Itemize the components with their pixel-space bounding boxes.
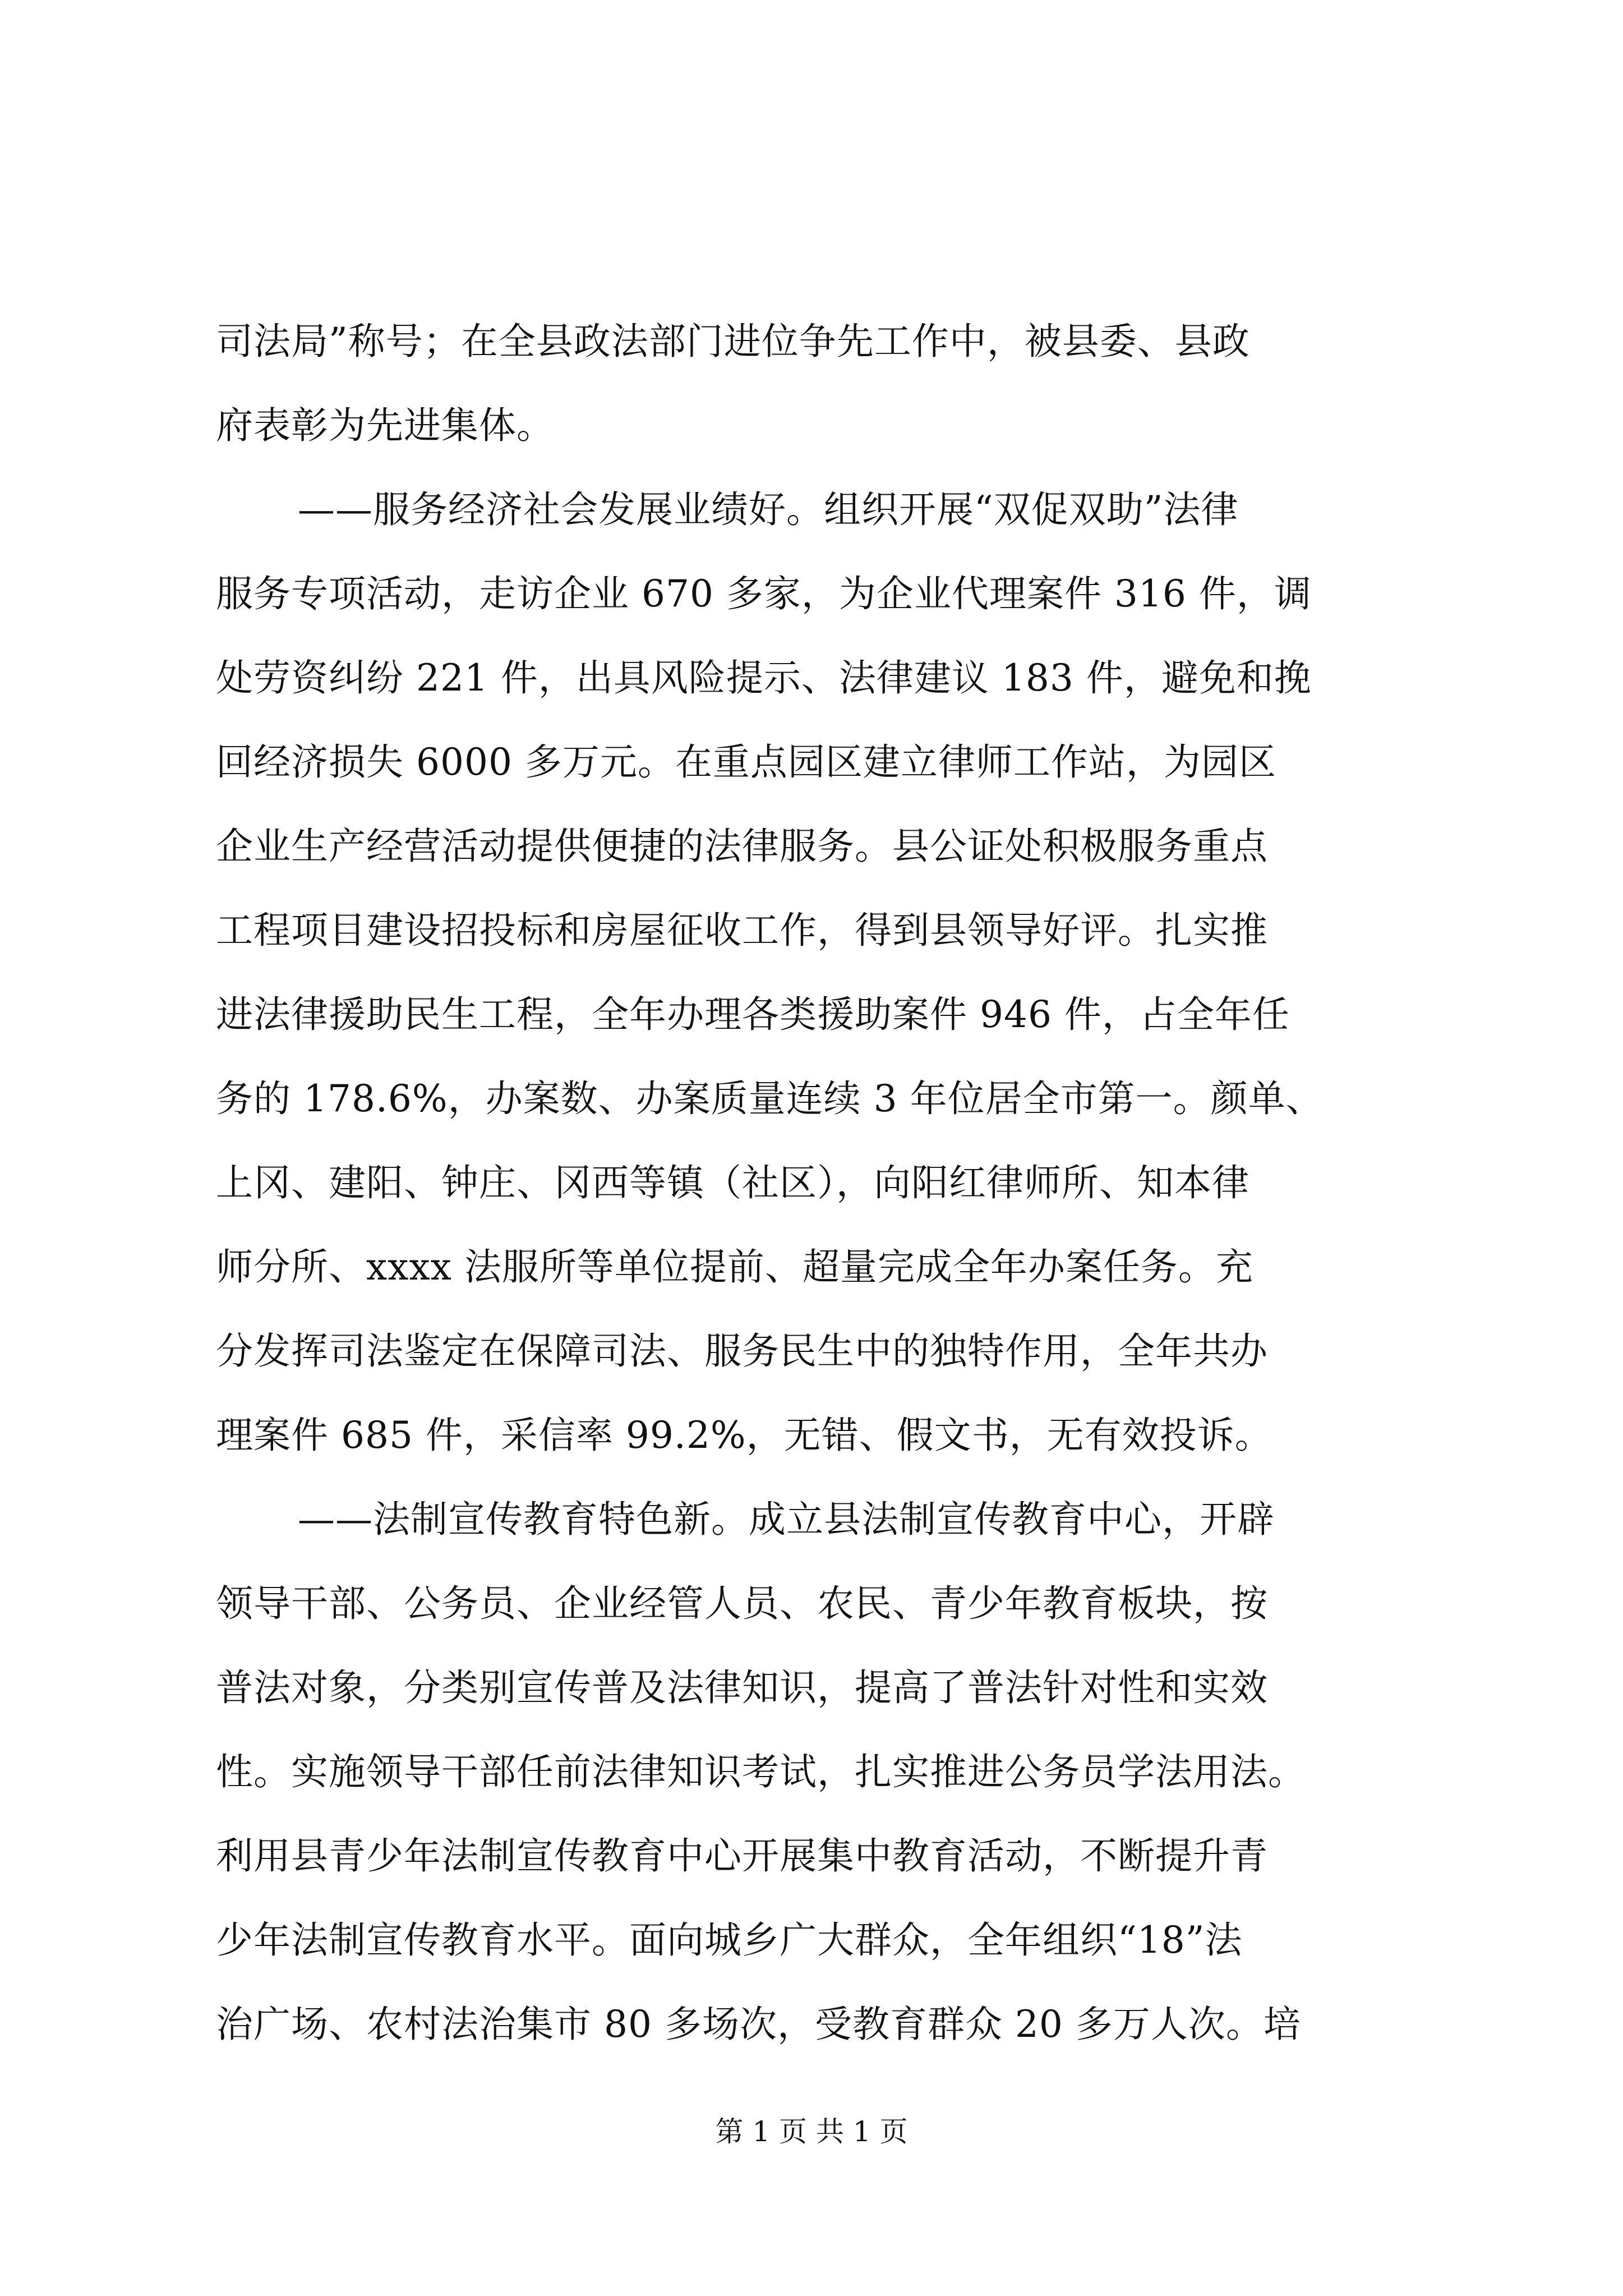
page-footer: 第 1 页 共 1 页 (715, 2115, 908, 2148)
text-line: 司法局”称号；在全县政法部门进位争先工作中，被县委、县政 (216, 320, 1250, 363)
text-line: ——法制宣传教育特色新。成立县法制宣传教育中心，开辟 (298, 1498, 1275, 1541)
text-line: ——服务经济社会发展业绩好。组织开展“双促双助”法律 (298, 488, 1239, 531)
text-line: 少年法制宣传教育水平。面向城乡广大群众，全年组织“18”法 (216, 1918, 1243, 1962)
document-body (216, 300, 1410, 2067)
text-line: 性。实施领导干部任前法律知识考试，扎实推进公务员学法用法。 (216, 1750, 1306, 1793)
text-line: 务的 178.6%，办案数、办案质量连续 3 年位居全市第一。颜单、 (216, 1077, 1324, 1120)
text-line: 普法对象，分类别宣传普及法律知识，提高了普法针对性和实效 (216, 1666, 1268, 1709)
text-line: 服务专项活动，走访企业 670 多家，为企业代理案件 316 件，调 (216, 572, 1312, 615)
text-line: 师分所、xxxx 法服所等单位提前、超量完成全年办案任务。充 (216, 1245, 1253, 1289)
text-line: 企业生产经营活动提供便捷的法律服务。县公证处积极服务重点 (216, 825, 1268, 868)
text-line: 回经济损失 6000 多万元。在重点园区建立律师工作站，为园区 (216, 740, 1276, 784)
text-line: 利用县青少年法制宣传教育中心开展集中教育活动，不断提升青 (216, 1834, 1268, 1878)
text-line: 领导干部、公务员、企业经管人员、农民、青少年教育板块，按 (216, 1582, 1268, 1625)
text-line: 府表彰为先进集体。 (216, 404, 554, 447)
text-line: 分发挥司法鉴定在保障司法、服务民生中的独特作用，全年共办 (216, 1329, 1268, 1373)
text-line: 工程项目建设招投标和房屋征收工作，得到县领导好评。扎实推 (216, 909, 1268, 952)
text-line: 进法律援助民生工程，全年办理各类援助案件 946 件，占全年任 (216, 993, 1290, 1036)
text-line: 处劳资纠纷 221 件，出具风险提示、法律建议 183 件，避免和挽 (216, 656, 1312, 700)
text-line: 治广场、农村法治集市 80 多场次，受教育群众 20 多万人次。培 (216, 2003, 1301, 2046)
text-line: 理案件 685 件，采信率 99.2%，无错、假文书，无有效投诉。 (216, 1414, 1272, 1457)
text-line: 上冈、建阳、钟庄、冈西等镇（社区），向阳红律师所、知本律 (216, 1161, 1249, 1204)
